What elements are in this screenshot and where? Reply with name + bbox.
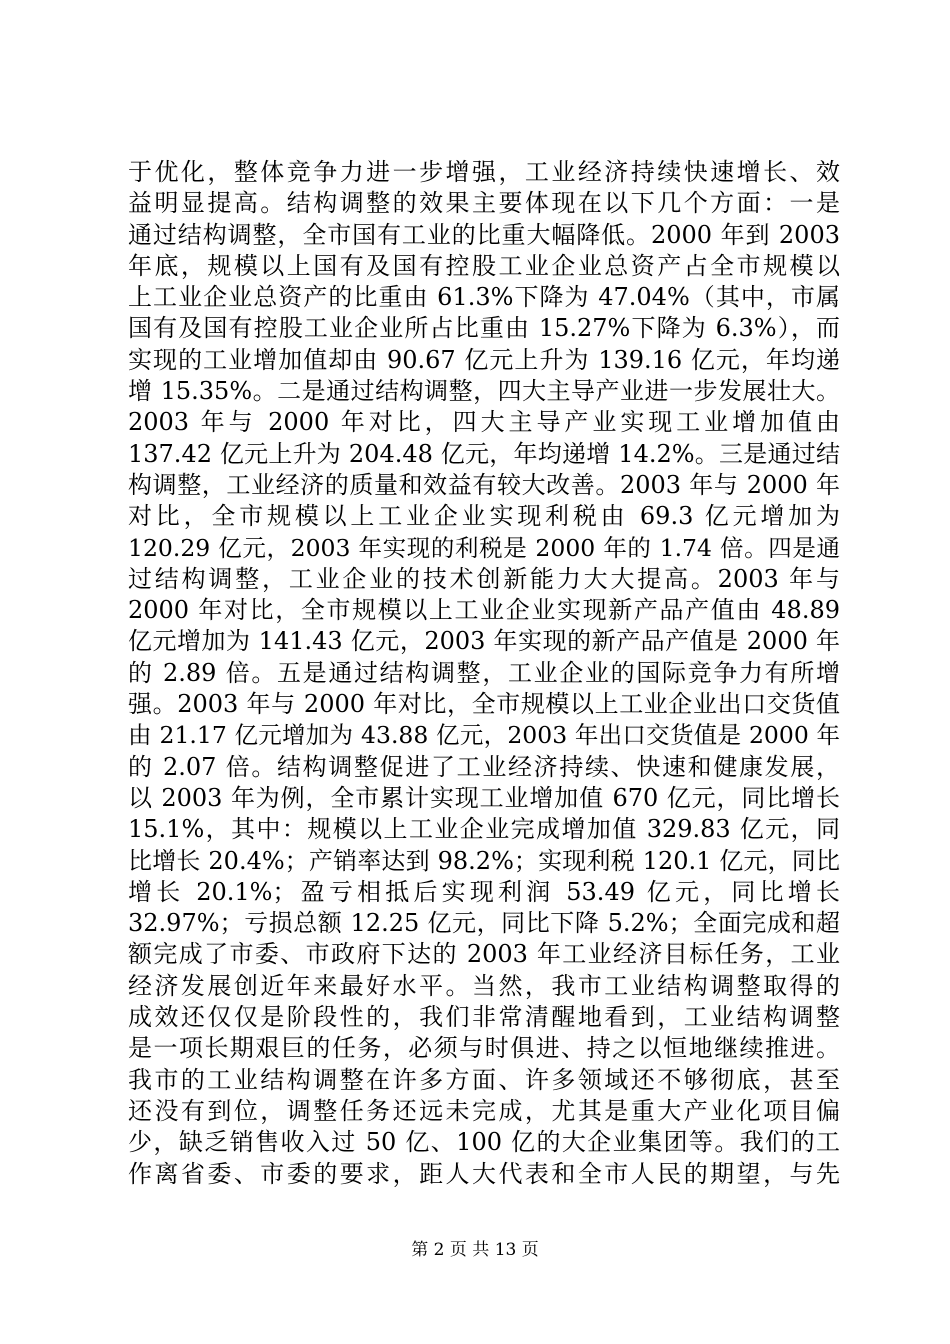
text-line: 15.1%，其中：规模以上工业企业完成增加值 329.83 亿元，同 — [128, 815, 840, 844]
text-line: 的 2.07 倍。结构调整促进了工业经济持续、快速和健康发展， — [128, 752, 840, 781]
text-line: 国有及国有控股工业企业所占比重由 15.27%下降为 6.3%），而 — [128, 314, 840, 343]
text-line: 的 2.89 倍。五是通过结构调整，工业企业的国际竞争力有所增 — [128, 658, 840, 687]
text-line: 2003 年与 2000 年对比，四大主导产业实现工业增加值由 — [128, 408, 840, 437]
text-line: 亿元增加为 141.43 亿元，2003 年实现的新产品产值是 2000 年 — [128, 627, 840, 656]
text-line: 益明显提高。结构调整的效果主要体现在以下几个方面：一是 — [128, 189, 840, 218]
text-line: 额完成了市委、市政府下达的 2003 年工业经济目标任务，工业 — [128, 940, 840, 969]
text-line: 是一项长期艰巨的任务，必须与时俱进、持之以恒地继续推进。 — [128, 1034, 840, 1063]
text-line: 以 2003 年为例，全市累计实现工业增加值 670 亿元，同比增长 — [128, 783, 840, 812]
text-line: 我市的工业结构调整在许多方面、许多领域还不够彻底，甚至 — [128, 1065, 840, 1094]
page-footer: 第 2 页 共 13 页 — [411, 1240, 539, 1260]
text-line: 少，缺乏销售收入过 50 亿、100 亿的大企业集团等。我们的工 — [128, 1128, 840, 1157]
text-line: 作离省委、市委的要求，距人大代表和全市人民的期望，与先 — [128, 1159, 840, 1188]
text-line: 137.42 亿元上升为 204.48 亿元，年均递增 14.2%。三是通过结 — [128, 439, 840, 468]
text-line: 比增长 20.4%；产销率达到 98.2%；实现利税 120.1 亿元，同比 — [128, 846, 840, 875]
text-line: 还没有到位，调整任务还远未完成，尤其是重大产业化项目偏 — [128, 1096, 840, 1125]
text-line: 过结构调整，工业企业的技术创新能力大大提高。2003 年与 — [128, 564, 840, 593]
body-text — [128, 157, 840, 1190]
text-line: 120.29 亿元，2003 年实现的利税是 2000 年的 1.74 倍。四是通 — [128, 533, 840, 562]
text-line: 2000 年对比，全市规模以上工业企业实现新产品产值由 48.89 — [128, 596, 840, 625]
text-line: 构调整，工业经济的质量和效益有较大改善。2003 年与 2000 年 — [128, 470, 840, 499]
text-line: 由 21.17 亿元增加为 43.88 亿元，2003 年出口交货值是 2000 年 — [128, 721, 840, 750]
text-line: 增长 20.1%；盈亏相抵后实现利润 53.49 亿元，同比增长 — [128, 877, 840, 906]
text-line: 通过结构调整，全市国有工业的比重大幅降低。2000 年到 2003 — [128, 220, 840, 249]
text-line: 强。2003 年与 2000 年对比，全市规模以上工业企业出口交货值 — [128, 690, 840, 719]
text-line: 经济发展创近年来最好水平。当然，我市工业结构调整取得的 — [128, 971, 840, 1000]
text-line: 实现的工业增加值却由 90.67 亿元上升为 139.16 亿元，年均递 — [128, 345, 840, 374]
text-line: 32.97%；亏损总额 12.25 亿元，同比下降 5.2%；全面完成和超 — [128, 909, 840, 938]
text-line: 上工业企业总资产的比重由 61.3%下降为 47.04%（其中，市属 — [128, 283, 840, 312]
text-line: 增 15.35%。二是通过结构调整，四大主导产业进一步发展壮大。 — [128, 377, 840, 406]
text-line: 于优化，整体竞争力进一步增强，工业经济持续快速增长、效 — [128, 158, 840, 186]
text-line: 年底，规模以上国有及国有控股工业企业总资产占全市规模以 — [128, 251, 840, 280]
text-line: 对比，全市规模以上工业企业实现利税由 69.3 亿元增加为 — [128, 502, 840, 531]
text-line: 成效还仅仅是阶段性的，我们非常清醒地看到，工业结构调整 — [128, 1003, 840, 1032]
